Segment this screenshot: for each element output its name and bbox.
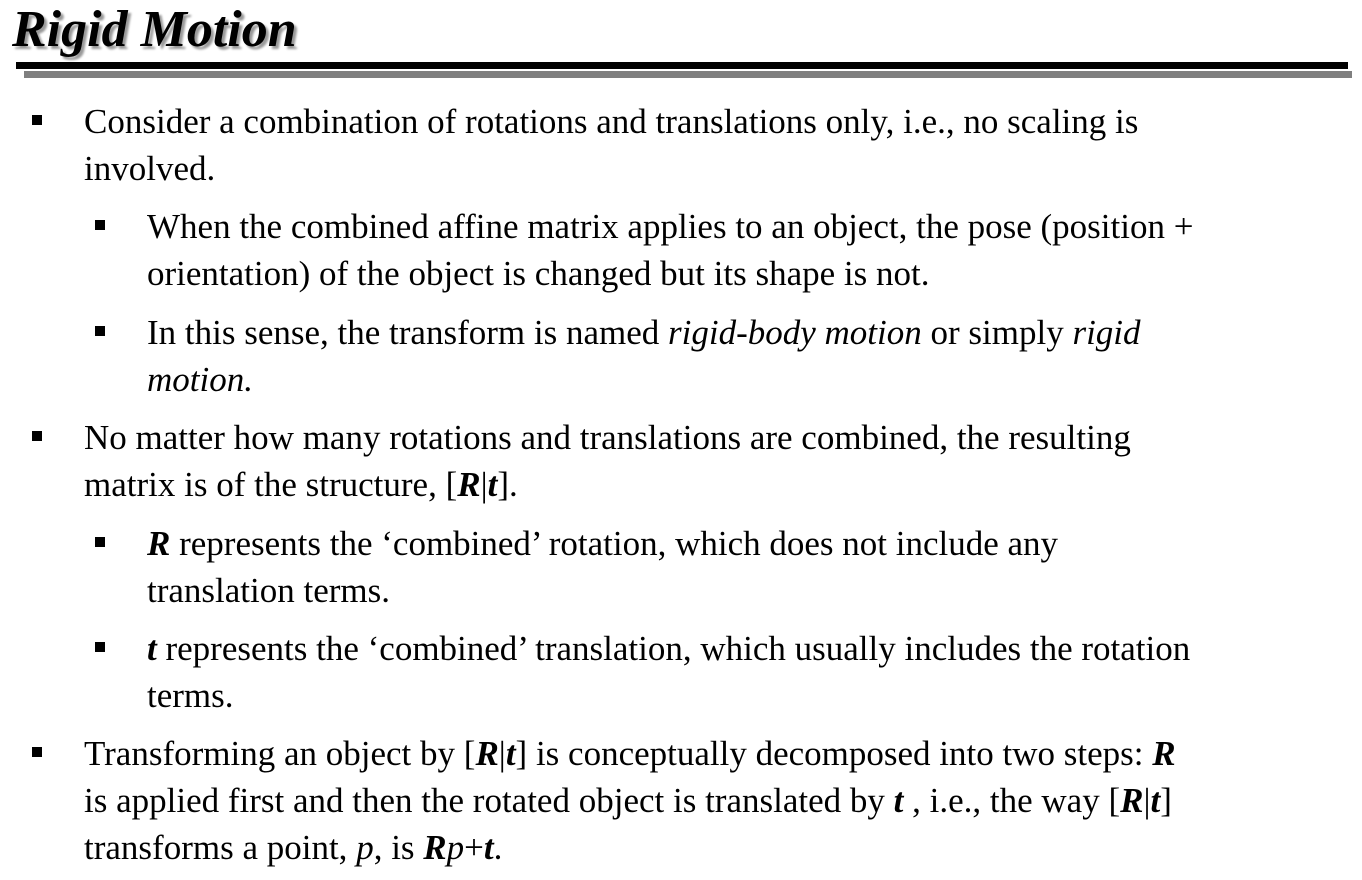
bullet-line — [147, 520, 1058, 567]
bullet-text: involved. — [84, 149, 216, 188]
math-symbol-t: t — [1150, 781, 1161, 820]
sub-bullet-item — [147, 203, 1193, 297]
bullet-text: translation terms. — [147, 571, 391, 610]
math-symbol-t: t — [505, 734, 516, 773]
square-bullet-icon — [32, 115, 42, 125]
bullet-text: , i.e., the way [ — [903, 781, 1121, 820]
bullet-line — [84, 824, 1176, 871]
bullet-text: ] is conceptually decomposed into two steps: — [515, 734, 1153, 773]
square-bullet-icon — [95, 326, 105, 336]
math-symbol-R: R — [147, 524, 171, 563]
bullet-text: represents the ‘combined’ translation, which usually includes the rotation — [156, 629, 1191, 668]
bullet-text-italic: rigid — [1072, 313, 1141, 352]
math-symbol-R: R — [475, 734, 499, 773]
bullet-text: When the combined affine matrix applies to an object, the pose (position + — [147, 207, 1194, 246]
title-underline-shadow — [24, 71, 1352, 78]
bullet-line — [84, 414, 1131, 461]
sub-bullet-item — [147, 309, 1141, 403]
bullet-line — [84, 98, 1138, 145]
bullet-line — [147, 567, 1058, 614]
math-symbol-p: p — [446, 828, 465, 867]
bullet-text: matrix is of the structure, [ — [84, 465, 458, 504]
math-symbol-R: R — [1152, 734, 1176, 773]
square-bullet-icon — [95, 220, 105, 230]
bullet-text: . — [493, 828, 503, 867]
bullet-line — [84, 777, 1176, 824]
bullet-text-italic: motion. — [147, 360, 253, 399]
square-bullet-icon — [32, 747, 42, 757]
math-symbol-t: t — [487, 465, 498, 504]
math-symbol-t: t — [483, 828, 494, 867]
math-symbol-R: R — [423, 828, 447, 867]
bullet-text: is applied first and then the rotated object is translated by — [84, 781, 894, 820]
bullet-line — [84, 145, 1138, 192]
bullet-item — [84, 98, 1138, 192]
math-symbol-t: t — [147, 629, 157, 668]
sub-bullet-item — [147, 520, 1058, 614]
bullet-text: , is — [373, 828, 424, 867]
bullet-text: Consider a combination of rotations and translations only, i.e., no scaling is — [84, 102, 1139, 141]
sub-bullet-item — [147, 625, 1190, 719]
bullet-line — [147, 625, 1190, 672]
slide-title: Rigid Motion — [12, 1, 297, 58]
bullet-line — [147, 356, 1141, 403]
bullet-text: ]. — [497, 465, 518, 504]
title-underline — [16, 62, 1348, 69]
bullet-text: | — [1143, 781, 1151, 820]
bullet-text-italic: rigid-body motion — [668, 313, 922, 352]
bullet-text: | — [498, 734, 506, 773]
square-bullet-icon — [95, 537, 105, 547]
bullet-text: or simply — [921, 313, 1073, 352]
bullet-item — [84, 730, 1176, 871]
bullet-text: transforms a point, — [84, 828, 357, 867]
bullet-line — [147, 672, 1190, 719]
math-symbol-R: R — [457, 465, 481, 504]
bullet-text: ] — [1160, 781, 1172, 820]
math-symbol-R: R — [1120, 781, 1144, 820]
square-bullet-icon — [32, 431, 42, 441]
bullet-line — [147, 250, 1193, 297]
bullet-text: + — [464, 828, 484, 867]
bullet-item — [84, 414, 1131, 508]
bullet-text: | — [480, 465, 488, 504]
bullet-line — [147, 309, 1141, 356]
bullet-text: orientation) of the object is changed but its shape is not. — [147, 254, 930, 293]
bullet-text: terms. — [147, 676, 234, 715]
math-symbol-t: t — [893, 781, 904, 820]
bullet-line — [84, 461, 1131, 508]
bullet-line — [84, 730, 1176, 777]
bullet-text: Transforming an object by [ — [84, 734, 476, 773]
square-bullet-icon — [95, 642, 105, 652]
bullet-text: No matter how many rotations and translations are combined, the resulting — [84, 418, 1131, 457]
bullet-text: represents the ‘combined’ rotation, which does not include any — [170, 524, 1059, 563]
bullet-line — [147, 203, 1193, 250]
bullet-text: In this sense, the transform is named — [147, 313, 669, 352]
math-symbol-p: p — [356, 828, 374, 867]
